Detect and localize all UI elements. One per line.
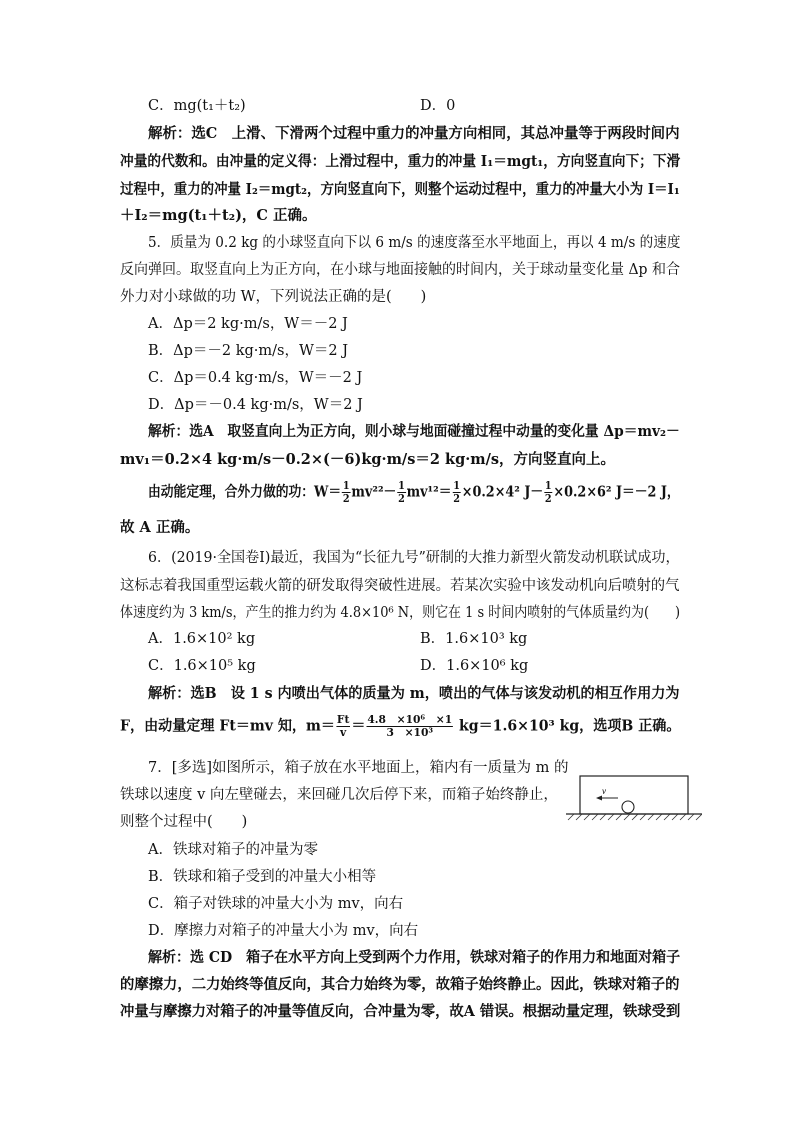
q7-stem-line: 则整个过程中( ) [120, 814, 248, 830]
q4-option-d: D．0 [420, 98, 456, 114]
q6-solution-line: 解析：选B 设 1 s 内喷出气体的质量为 m，喷出的气体与该发动机的相互作用力为 [148, 685, 680, 702]
q5-solution-line: mv₁＝0.2×4 kg·m/s－0.2×(－6)kg·m/s＝2 kg·m/s，方向竖直向上。 [120, 451, 616, 468]
q4-option-c: C．mg(t₁＋t₂) [148, 98, 246, 114]
q7-solution-line: 冲量与摩擦力对箱子的冲量等值反向，合冲量为零，故A 错误。根据动量定理，铁球受到 [120, 1003, 681, 1020]
q5-stem-line: 反向弹回。取竖直向上为正方向，在小球与地面接触的时间内，关于球动量变化量 Δp 和合 [120, 262, 680, 278]
q5-solution-line: 解析：选A 取竖直向上为正方向，则小球与地面碰撞过程中动量的变化量 Δp＝mv₂－ [148, 423, 680, 440]
q5-solution-energy-line [148, 480, 680, 505]
q5-solution-line: 故 A 正确。 [120, 519, 200, 536]
text: kg＝1.6×10³ kg，选项B 正确。 [459, 717, 681, 735]
q4-solution-line: ＋I₂＝mg(t₁＋t₂)，C 正确。 [120, 207, 317, 224]
q4-solution-line: 冲量的代数和。由冲量的定义得：上滑过程中，重力的冲量 I₁＝mgt₁，方向竖直向下；下滑 [120, 153, 681, 170]
q7-option-a: A．铁球对箱子的冲量为零 [148, 842, 318, 858]
text: ×0.2×6² J＝－2 J， [553, 483, 680, 501]
q7-solution-line: 解析：选 CD 箱子在水平方向上受到两个力作用，铁球对箱子的作用力和地面对箱子 [148, 949, 681, 966]
fraction: $\frac{1}{2}$ [342, 479, 350, 505]
q6-option-a: A．1.6×10² kg [148, 631, 256, 647]
q6-option-c: C．1.6×10⁵ kg [148, 658, 256, 674]
fraction: $\frac{1}{2}$ [544, 479, 552, 505]
q7-stem-line: 7．[多选]如图所示，箱子放在水平地面上，箱内有一质量为 m 的 [148, 760, 569, 776]
q7-stem-line: 铁球以速度 v 向左壁碰去，来回碰几次后停下来，而箱子始终静止， [120, 787, 558, 803]
text: ＝ [351, 717, 366, 735]
box-ball-figure [566, 770, 702, 822]
q6-stem-line: 体速度约为 3 km/s，产生的推力约为 4.8×10⁶ N，则它在 1 s 时间内喷射的气体质量约为( ) [120, 605, 681, 621]
iron-ball [622, 801, 634, 813]
q6-stem-line: 这标志着我国重型运载火箭的研发取得突破性进展。若某次实验中该发动机向后喷射的气 [120, 578, 680, 594]
text: 由动能定理，合外力做的功：W＝ [148, 483, 342, 501]
q7-option-c: C．箱子对铁球的冲量大小为 mv，向右 [148, 896, 404, 912]
q5-option-b: B．Δp＝－2 kg·m/s，W＝2 J [148, 343, 349, 359]
q5-stem-line: 外力对小球做的功 W，下列说法正确的是( ) [120, 289, 427, 305]
arrow-head [596, 796, 602, 801]
q6-option-b: B．1.6×10³ kg [420, 631, 528, 647]
q6-stem-line: 6．(2019·全国卷Ⅰ)最近，我国为“长征九号”研制的大推力新型火箭发动机联试成功， [148, 550, 680, 566]
q6-option-d: D．1.6×10⁶ kg [420, 658, 529, 674]
text: F，由动量定理 Ft＝mv 知，m＝ [120, 717, 335, 735]
q5-option-a: A．Δp＝2 kg·m/s，W＝－2 J [148, 316, 348, 332]
q4-solution-line: 过程中，重力的冲量 I₂＝mgt₂，方向竖直向下，则整个运动过程中，重力的冲量大小为 I＝I₁ [120, 181, 680, 198]
fraction: $\frac{\text{4.8 ×10⁶ ×1}}{\text{3 ×10³}}$ [367, 713, 453, 739]
text: mv¹²＝ [406, 483, 452, 501]
q4-solution-line: 解析：选C 上滑、下滑两个过程中重力的冲量方向相同，其总冲量等于两段时间内 [148, 125, 680, 142]
fraction: $\frac{1}{2}$ [398, 479, 405, 505]
q7-option-b: B．铁球和箱子受到的冲量大小相等 [148, 869, 377, 885]
text: mv²²－ [351, 483, 397, 501]
q5-stem-line: 5．质量为 0.2 kg 的小球竖直向下以 6 m/s 的速度落至水平地面上，再以 4 m/s 的速度 [148, 235, 681, 251]
fraction: $\frac{1}{2}$ [453, 479, 461, 505]
text: ×0.2×4² J－ [461, 483, 544, 501]
q5-option-d: D．Δp＝－0.4 kg·m/s，W＝2 J [148, 397, 363, 413]
q6-solution-formula-line [120, 714, 680, 739]
velocity-label: v [602, 786, 606, 796]
q7-solution-line: 的摩擦力，二力始终等值反向，其合力始终为零，故箱子始终静止。因此，铁球对箱子的 [120, 976, 680, 993]
ground-hatching [568, 814, 702, 820]
q5-option-c: C．Δp＝0.4 kg·m/s，W＝－2 J [148, 370, 363, 386]
fraction: $\frac{Ft}{v}$ [336, 713, 350, 739]
q7-option-d: D．摩擦力对箱子的冲量大小为 mv，向右 [148, 923, 419, 939]
